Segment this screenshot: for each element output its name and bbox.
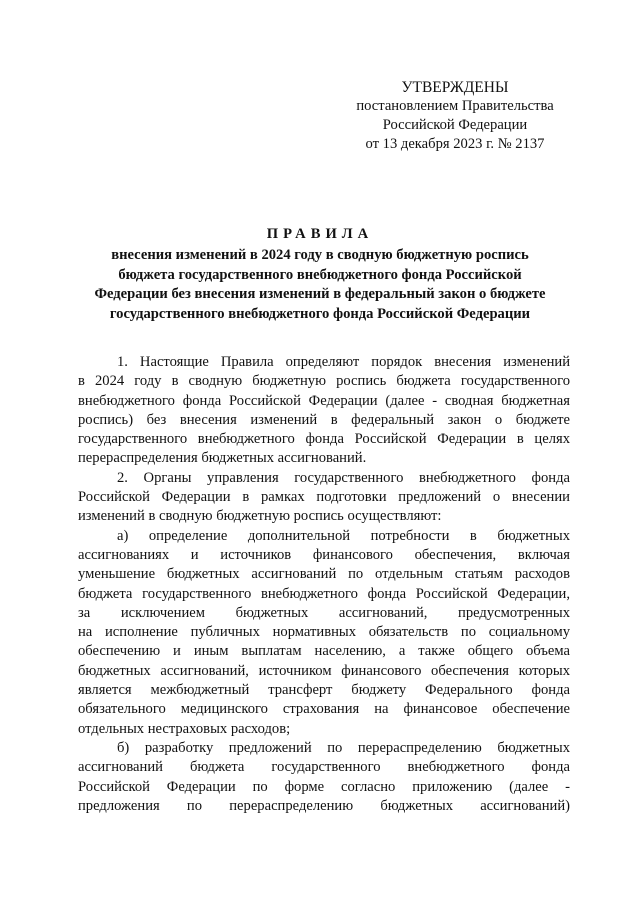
body-text-line: Российской Федерации в рамках подготовки предложений о внесении — [78, 489, 570, 506]
body-text-line: ассигнований бюджета государственного внебюджетного фонда — [78, 759, 570, 776]
body-text-line: на исполнение публичных нормативных обязательств по социальному — [78, 624, 570, 641]
body-text-line: обязательного медицинского страхования на финансовое обеспечение — [78, 701, 570, 718]
subtitle-line: внесения изменений в 2024 году в сводную бюджетную роспись — [111, 247, 529, 263]
body-text-line: бюджетных ассигнований, источником финансового обеспечения которых — [78, 662, 570, 679]
body-text-line: бюджета государственного внебюджетного фонда Российской Федерации, — [78, 585, 570, 602]
approval-line: от 13 декабря 2023 г. № 2137 — [365, 136, 545, 152]
body-text-line: является межбюджетный трансферт бюджету Федерального фонда — [78, 682, 570, 699]
body-text-line: б) разработку предложений по перераспределению бюджетных — [117, 739, 570, 756]
document-subtitle — [70, 246, 570, 324]
body-text-line: изменений в сводную бюджетную роспись осуществляют: — [78, 508, 442, 525]
body-text-line: 1. Настоящие Правила определяют порядок внесения изменений — [117, 354, 570, 370]
body-text-line: в 2024 году в сводную бюджетную роспись бюджета государственного — [78, 373, 570, 390]
approval-line: постановлением Правительства — [356, 98, 554, 114]
body-text-line: внебюджетного фонда Российской Федерации (далее - сводная бюджетная — [78, 392, 570, 409]
body-text-line: отдельных нестраховых расходов; — [78, 720, 291, 737]
subtitle-line: Федерации без внесения изменений в федеральный закон о бюджете — [94, 286, 546, 302]
body-text-line: ассигнованиях и источников финансового обеспечения, включая — [78, 546, 570, 563]
body-text-line: роспись) без внесения изменений в федеральный закон о бюджете — [78, 411, 570, 428]
body-text-line: 2. Органы управления государственного внебюджетного фонда — [117, 469, 570, 486]
document-title: ПРАВИЛА — [266, 226, 374, 242]
approval-stamp — [330, 78, 580, 154]
document-body — [78, 353, 570, 816]
body-text-line: Российской Федерации по форме согласно приложению (далее - — [78, 778, 570, 795]
approval-line: Российской Федерации — [382, 117, 528, 133]
body-text-line: перераспределения бюджетных ассигнований. — [78, 450, 367, 467]
approval-heading: УТВЕРЖДЕНЫ — [401, 79, 509, 96]
body-text-line: за исключением бюджетных ассигнований, предусмотренных — [78, 604, 570, 621]
subtitle-line: государственного внебюджетного фонда Российской Федерации — [109, 305, 531, 322]
body-text-line: уменьшение бюджетных ассигнований по отдельным статьям расходов — [78, 566, 570, 583]
body-text-line: предложения по перераспределению бюджетных ассигнований) — [78, 797, 570, 814]
subtitle-line: бюджета государственного внебюджетного фонда Российской — [118, 266, 522, 283]
body-text-line: обеспечению и иным выплатам населению, а также общего объема — [78, 643, 570, 660]
body-text-line: а) определение дополнительной потребности в бюджетных — [117, 527, 570, 544]
body-text-line: государственного внебюджетного фонда Российской Федерации в целях — [78, 431, 570, 448]
